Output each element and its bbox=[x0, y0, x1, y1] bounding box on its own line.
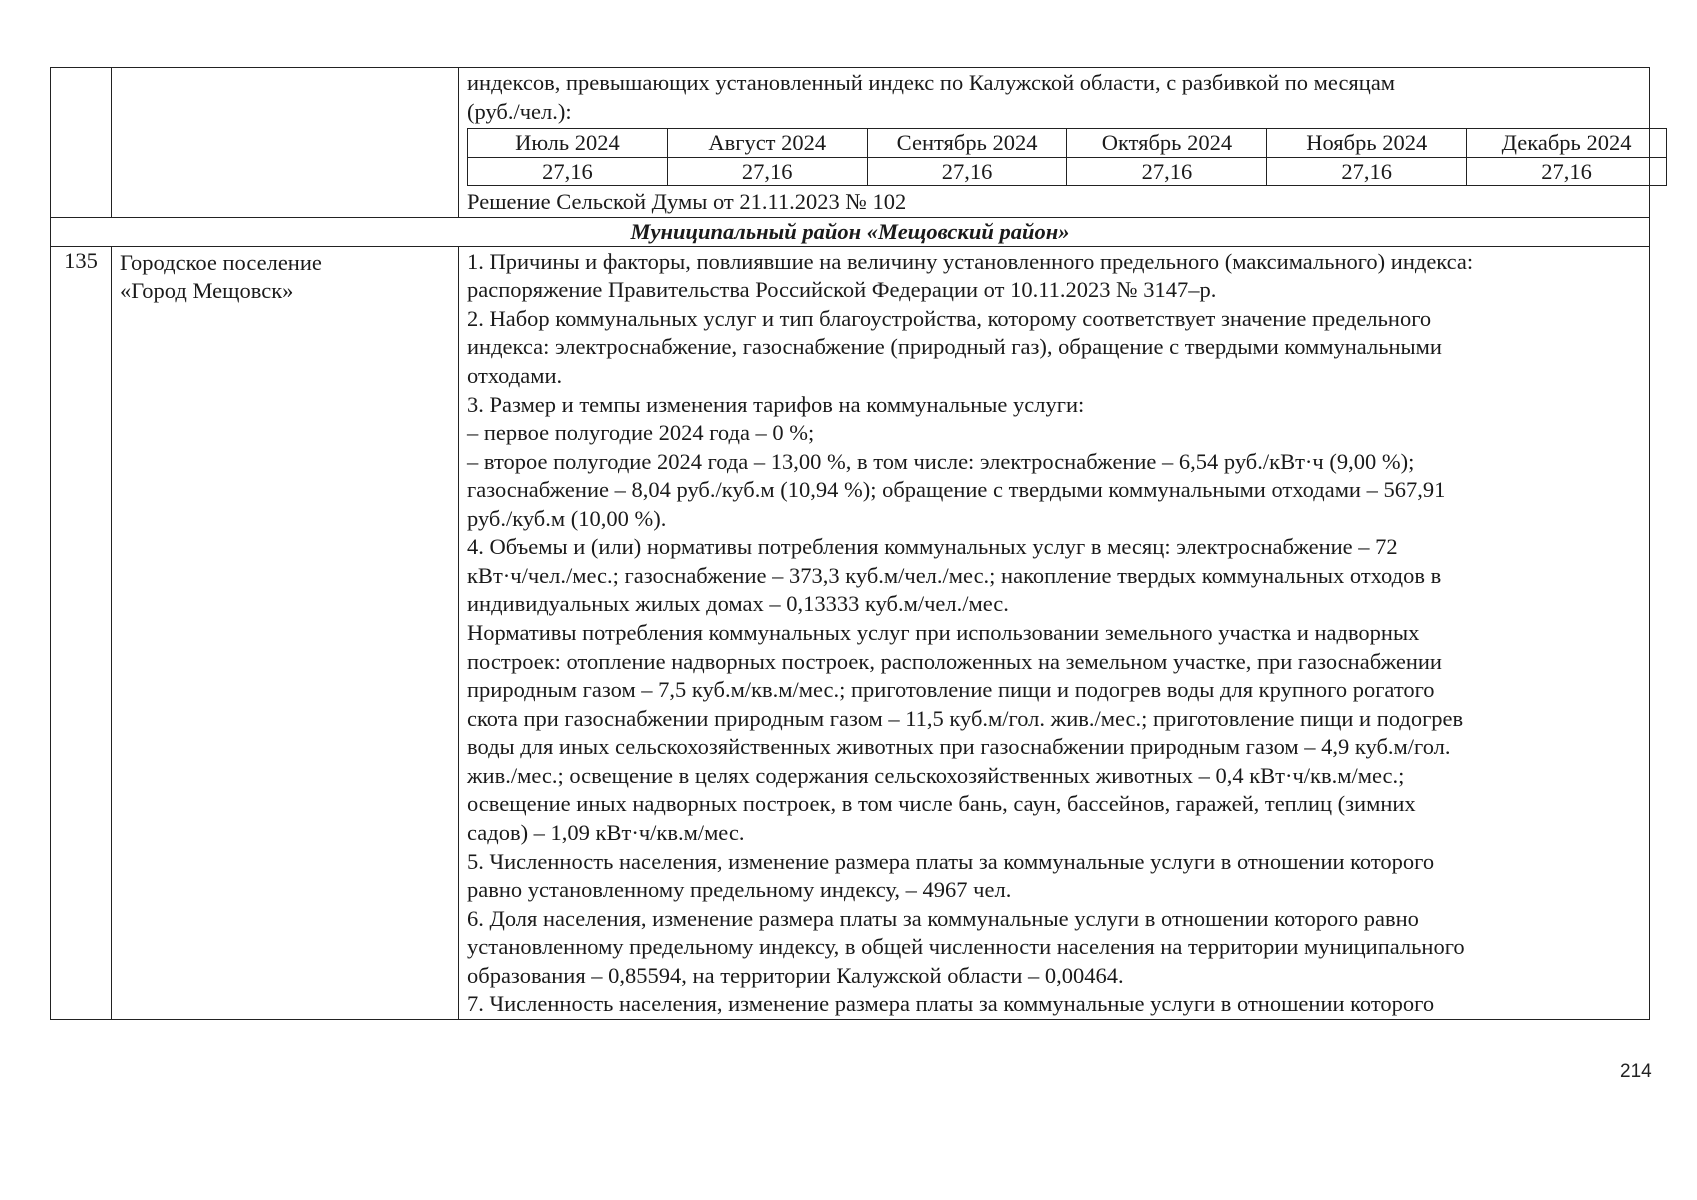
tariff-table bbox=[50, 67, 1650, 1020]
month-header: Июль 2024 bbox=[468, 129, 668, 157]
month-value: 27,16 bbox=[667, 157, 867, 185]
text-line: жив./мес.; освещение в целях содержания сельскохозяйственных животных – 0,4 кВт·ч/кв.м/мес.; bbox=[467, 762, 1405, 788]
monthly-index-table bbox=[467, 128, 1667, 186]
page-number: 214 bbox=[1620, 1061, 1652, 1082]
text-line: – первое полугодие 2024 года – 0 %; bbox=[467, 420, 815, 446]
text-line: индексов, превышающих установленный индекс по Калужской области, с разбивкой по месяцам bbox=[467, 70, 1396, 95]
text-line: индекса: электроснабжение, газоснабжение (природный газ), обращение с твердыми коммунальными bbox=[467, 334, 1442, 360]
text-line: отходами. bbox=[467, 362, 563, 388]
paragraph bbox=[467, 391, 1641, 420]
text-line: 5. Численность населения, изменение размера платы за коммунальные услуги в отношении которого bbox=[467, 848, 1435, 874]
text-line: газоснабжение – 8,04 руб./куб.м (10,94 %); обращение с твердыми коммунальными отходами – 567,91 bbox=[467, 477, 1446, 503]
month-value: 27,16 bbox=[1267, 157, 1467, 185]
paragraph bbox=[467, 533, 1641, 619]
text-line: (руб./чел.): bbox=[467, 98, 572, 124]
section-row bbox=[51, 217, 1650, 246]
text-line: распоряжение Правительства Российской Федерации от 10.11.2023 № 3147–р. bbox=[467, 277, 1217, 303]
text-line: образования – 0,85594, на территории Калужской области – 0,00464. bbox=[467, 962, 1124, 988]
month-header: Декабрь 2024 bbox=[1467, 129, 1667, 157]
text-line: 4. Объемы и (или) нормативы потребления коммунальных услуг в месяц: электроснабжение – 72 bbox=[467, 534, 1398, 560]
text-line: садов) – 1,09 кВт·ч/кв.м/мес. bbox=[467, 819, 745, 845]
number-cell bbox=[51, 68, 112, 218]
paragraph bbox=[467, 905, 1641, 991]
text-line: равно установленному предельному индексу, – 4967 чел. bbox=[467, 877, 1012, 903]
paragraph bbox=[467, 619, 1641, 848]
text-line: освещение иных надворных построек, в том числе бань, саун, бассейнов, гаражей, теплиц (зимних bbox=[467, 791, 1416, 817]
text-line: кВт·ч/чел./мес.; газоснабжение – 373,3 куб.м/чел./мес.; накопление твердых коммунальных отходов в bbox=[467, 562, 1442, 588]
text-line: 7. Численность населения, изменение размера платы за коммунальные услуги в отношении которого bbox=[467, 991, 1435, 1017]
month-header: Сентябрь 2024 bbox=[867, 129, 1067, 157]
values-row bbox=[468, 157, 1667, 185]
text-line: воды для иных сельскохозяйственных животных при газоснабжении природным газом – 4,9 куб.м/гол. bbox=[467, 734, 1451, 760]
municipality-cell bbox=[112, 68, 459, 218]
table-row-135 bbox=[51, 246, 1650, 1019]
decision-reference: Решение Сельской Думы от 21.11.2023 № 102 bbox=[467, 189, 907, 214]
paragraph bbox=[467, 848, 1641, 905]
paragraph bbox=[467, 448, 1641, 534]
text-line: скота при газоснабжении природным газом – 11,5 куб.м/гол. жив./мес.; приготовление пищи и подогрев bbox=[467, 705, 1464, 731]
municipality-name-line: «Город Мещовск» bbox=[120, 278, 294, 304]
text-line: Нормативы потребления коммунальных услуг при использовании земельного участка и надворных bbox=[467, 620, 1420, 645]
section-title: Муниципальный район «Мещовский район» bbox=[51, 217, 1650, 246]
month-header: Ноябрь 2024 bbox=[1267, 129, 1467, 157]
month-value: 27,16 bbox=[1067, 157, 1267, 185]
municipality-name bbox=[112, 246, 459, 1019]
text-line: руб./куб.м (10,00 %). bbox=[467, 505, 667, 531]
month-value: 27,16 bbox=[867, 157, 1067, 185]
paragraph bbox=[467, 419, 1641, 448]
text-line: 3. Размер и темпы изменения тарифов на коммунальные услуги: bbox=[467, 391, 1085, 417]
text-line: установленному предельному индексу, в общей численности населения на территории муниципального bbox=[467, 934, 1465, 960]
details-text bbox=[459, 246, 1650, 1019]
month-value: 27,16 bbox=[1467, 157, 1667, 185]
month-value: 27,16 bbox=[468, 157, 668, 185]
text-line: построек: отопление надворных построек, расположенных на земельном участке, при газоснабжении bbox=[467, 648, 1442, 674]
text-line: 2. Набор коммунальных услуг и тип благоустройства, которому соответствует значение предельного bbox=[467, 305, 1432, 331]
text-line: – второе полугодие 2024 года – 13,00 %, в том числе: электроснабжение – 6,54 руб./кВт·ч (9,00 %); bbox=[467, 448, 1415, 474]
details-cell bbox=[459, 68, 1650, 218]
text-line: индивидуальных жилых домах – 0,13333 куб.м/чел./мес. bbox=[467, 591, 1009, 617]
municipality-name-line: Городское поселение bbox=[120, 249, 322, 275]
month-header: Август 2024 bbox=[667, 129, 867, 157]
text-line: 1. Причины и факторы, повлиявшие на величину установленного предельного (максимального) индекса: bbox=[467, 248, 1474, 274]
text-line: 6. Доля населения, изменение размера платы за коммунальные услуги в отношении которого равно bbox=[467, 905, 1419, 931]
paragraph bbox=[467, 248, 1641, 305]
paragraph bbox=[467, 990, 1641, 1019]
text-line: природным газом – 7,5 куб.м/кв.м/мес.; приготовление пищи и подогрев воды для крупного рогатого bbox=[467, 677, 1435, 703]
months-header-row bbox=[468, 129, 1667, 157]
paragraph bbox=[467, 305, 1641, 391]
month-header: Октябрь 2024 bbox=[1067, 129, 1267, 157]
row-number: 135 bbox=[51, 246, 112, 1019]
table-row-continued bbox=[51, 68, 1650, 218]
